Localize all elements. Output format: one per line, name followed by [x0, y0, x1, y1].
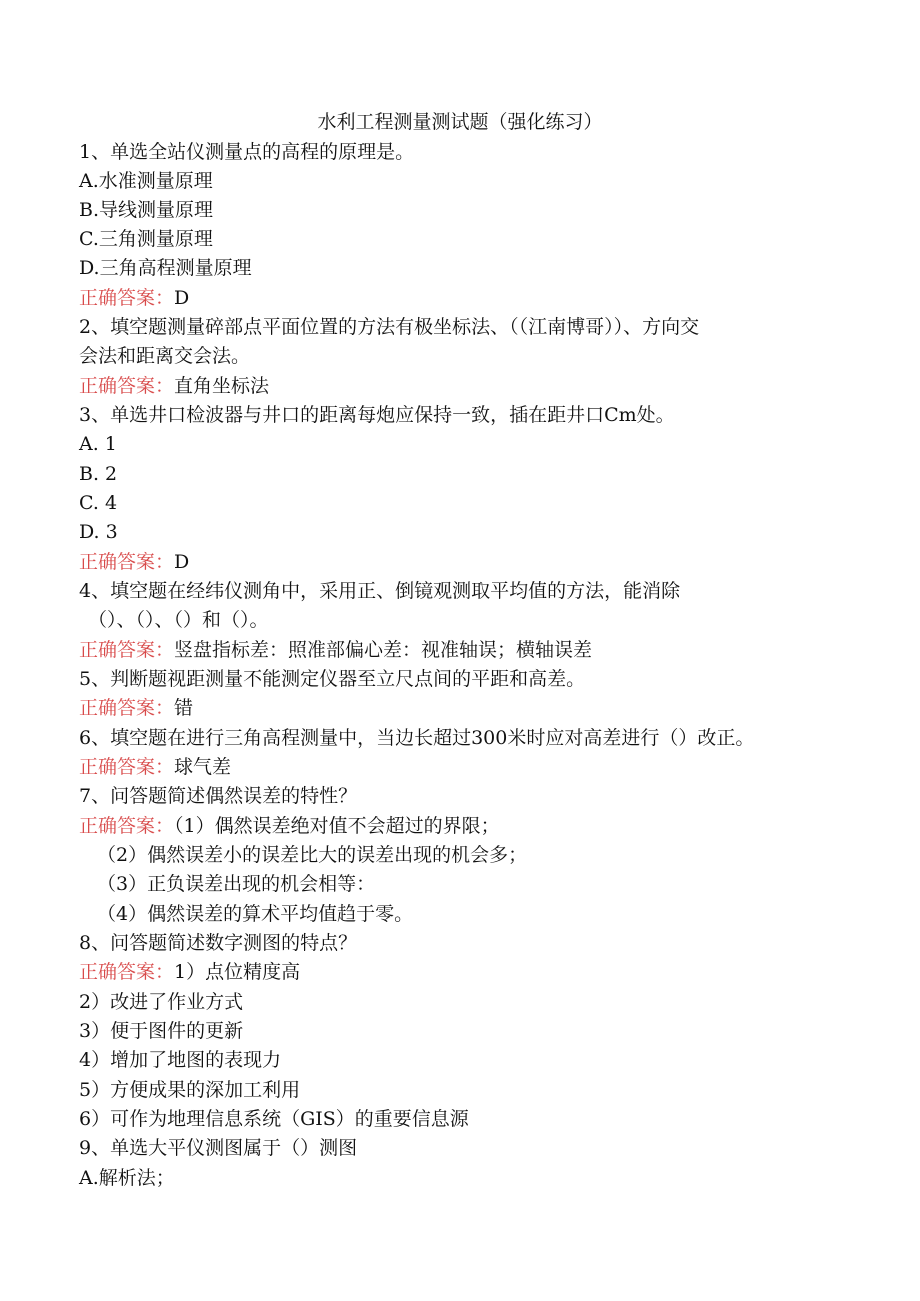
- q9-option-a: A.解析法；: [79, 1167, 175, 1189]
- question-9: 9、单选大平仪测图属于（）测图: [79, 1137, 358, 1159]
- answer-label: 正确答案：: [79, 551, 175, 573]
- q7-answer-line-3: （3）正负误差出现的机会相等：: [97, 873, 376, 895]
- question-8: 8、问答题简述数字测图的特点？: [79, 932, 358, 954]
- q1-option-c: C.三角测量原理: [79, 228, 213, 250]
- page-title: 水利工程测量测试题（强化练习）: [317, 111, 603, 133]
- question-4-line-2: （）、（）、（）和（）。: [88, 609, 269, 631]
- answer-label: 正确答案：: [79, 375, 175, 397]
- question-3: 3、单选井口检波器与井口的距离每炮应保持一致，插在距井口Cm处。: [79, 404, 675, 426]
- answer-label: 正确答案：: [79, 815, 175, 837]
- answer-value: 直角坐标法: [174, 375, 270, 397]
- q1-option-a: A.水准测量原理: [79, 170, 213, 192]
- answer-value: D: [174, 551, 190, 573]
- q8-answer-line-4: 4）增加了地图的表现力: [79, 1049, 282, 1071]
- question-4-line-1: 4、填空题在经纬仪测角中，采用正、倒镜观测取平均值的方法，能消除: [79, 580, 681, 602]
- question-5: 5、判断题视距测量不能测定仪器至立尺点间的平距和高差。: [79, 668, 586, 690]
- answer-label: 正确答案：: [79, 287, 175, 309]
- q2-answer: [79, 372, 269, 401]
- q7-answer: [79, 812, 500, 841]
- q4-answer: [79, 636, 592, 665]
- q1-answer: [79, 284, 189, 313]
- answer-value: 球气差: [174, 756, 232, 778]
- answer-value: D: [174, 287, 190, 309]
- q5-answer: [79, 694, 193, 723]
- q3-option-c: C. 4: [79, 492, 118, 514]
- answer-label: 正确答案：: [79, 961, 175, 983]
- q8-answer: [79, 958, 300, 987]
- question-6: 6、填空题在进行三角高程测量中，当边长超过300米时应对高差进行（）改正。: [79, 727, 755, 749]
- q6-answer: [79, 753, 231, 782]
- question-7: 7、问答题简述偶然误差的特性？: [79, 785, 358, 807]
- answer-value: 竖盘指标差：照准部偏心差：视准轴误；横轴误差: [174, 639, 593, 661]
- q3-option-d: D. 3: [79, 521, 118, 543]
- q3-option-b: B. 2: [79, 463, 118, 485]
- answer-value: 1）点位精度高: [174, 961, 301, 983]
- q3-option-a: A. 1: [79, 433, 117, 455]
- q8-answer-line-2: 2）改进了作业方式: [79, 991, 244, 1013]
- answer-label: 正确答案：: [79, 756, 175, 778]
- q7-answer-line-2: （2）偶然误差小的误差比大的误差出现的机会多；: [97, 844, 528, 866]
- q8-answer-line-5: 5）方便成果的深加工利用: [79, 1079, 301, 1101]
- question-2-line-1: 2、填空题测量碎部点平面位置的方法有极坐标法、（（江南博哥））、方向交: [79, 316, 700, 338]
- answer-value: 错: [174, 697, 194, 719]
- question-1: 1、单选全站仪测量点的高程的原理是。: [79, 141, 415, 163]
- answer-label: 正确答案：: [79, 697, 175, 719]
- q8-answer-line-3: 3）便于图件的更新: [79, 1020, 244, 1042]
- q8-answer-line-6: 6）可作为地理信息系统（GIS）的重要信息源: [79, 1108, 469, 1130]
- q1-option-b: B.导线测量原理: [79, 199, 214, 221]
- q7-answer-line-4: （4）偶然误差的算术平均值趋于零。: [97, 903, 414, 925]
- answer-label: 正确答案：: [79, 639, 175, 661]
- answer-value: （1）偶然误差绝对值不会超过的界限；: [174, 815, 500, 837]
- q3-answer: [79, 548, 189, 577]
- q1-option-d: D.三角高程测量原理: [79, 257, 252, 279]
- question-2-line-2: 会法和距离交会法。: [79, 345, 251, 367]
